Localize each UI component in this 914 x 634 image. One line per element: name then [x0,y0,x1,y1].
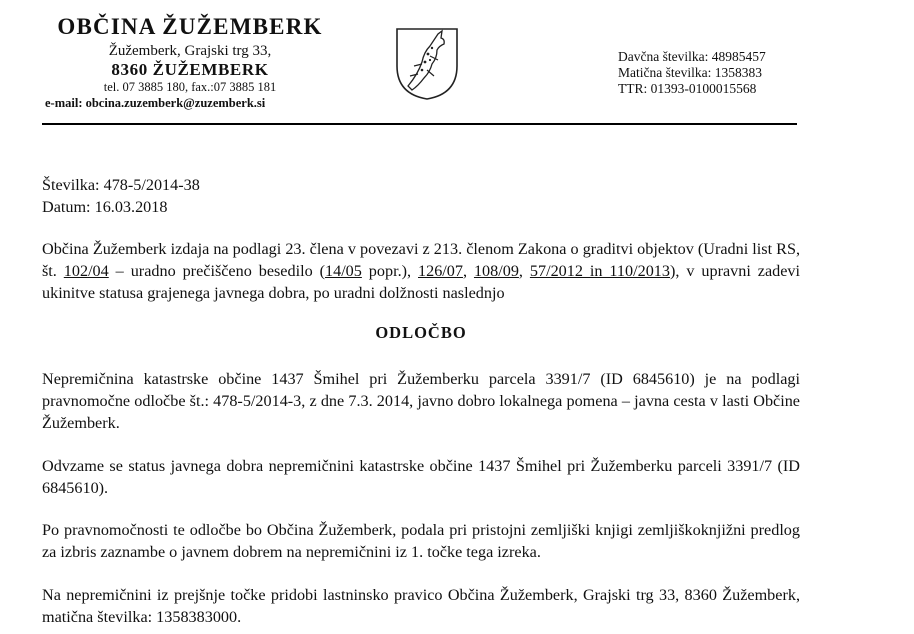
tax-number: Davčna številka: 48985457 [618,49,766,64]
municipality-postal-city: 8360 ŽUŽEMBERK [111,60,269,79]
legal-reference-link[interactable]: 108/09 [473,262,519,280]
legal-reference-link[interactable]: 57/2012 in 110/2013 [529,262,670,280]
legal-reference-link[interactable]: 126/07 [418,262,463,280]
bank-account: TTR: 01393-0100015568 [618,81,757,96]
intro-paragraph: Občina Žužemberk izdaja na podlagi 23. člena v povezavi z 213. členom Zakona o graditvi objektov (Uradni list RS, št. 102/04 – uradno prečiščeno besedilo (14/05 popr.), 126/07, 108/09, 57/2012 in 110/2013), v upravni zadevi ukinitve statusa grajenega javnega dobra, po uradni dolžnosti naslednjo [42,240,800,302]
document-date: Datum: 16.03.2018 [42,198,168,216]
decision-paragraph-4: Na nepremičnini iz prejšnje točke pridobi lastninsko pravico Občina Žužemberk, Grajski trg 33, 8360 Žužemberk, matična številka: 1358383000. [42,586,800,626]
municipality-email: e-mail: obcina.zuzemberk@zuzemberk.si [45,96,266,110]
header-divider [42,123,797,125]
decision-paragraph-2: Odvzame se status javnega dobra nepremičnini katastrske občine 1437 Šmihel pri Žužemberku parceli 3391/7 (ID 6845610). [42,457,800,497]
registration-number: Matična številka: 1358383 [618,65,762,80]
document-reference [42,174,800,218]
legal-reference-link[interactable]: 102/04 [63,262,109,280]
letterhead-left [45,12,335,95]
legal-reference-link[interactable]: 14/05 [325,262,362,280]
coat-of-arms-icon [394,26,460,107]
municipality-name: OBČINA ŽUŽEMBERK [57,14,323,39]
municipality-address: Žužemberk, Grajski trg 33, [108,43,272,59]
municipality-phone-fax: tel. 07 3885 180, fax.:07 3885 181 [103,80,277,94]
decision-paragraph-3: Po pravnomočnosti te odločbe bo Občina Žužemberk, podala pri pristojni zemljiški knjigi zemljiškoknjižni predlog za izbris zaznambe o javnem dobrem na nepremičnini iz 1. točke tega izreka. [42,521,800,561]
letterhead-right [618,49,766,97]
document-number: Številka: 478-5/2014-38 [42,176,200,194]
decision-paragraph-1: Nepremičnina katastrske občine 1437 Šmihel pri Žužemberku parcela 3391/7 (ID 6845610) je na podlagi pravnomočne odločbe št.: 478-5/2014-3, z dne 7.3. 2014, javno dobro lokalnega pomena – javna cesta v lasti Občine Žužemberk. [42,370,800,432]
decision-heading: ODLOČBO [375,323,467,342]
